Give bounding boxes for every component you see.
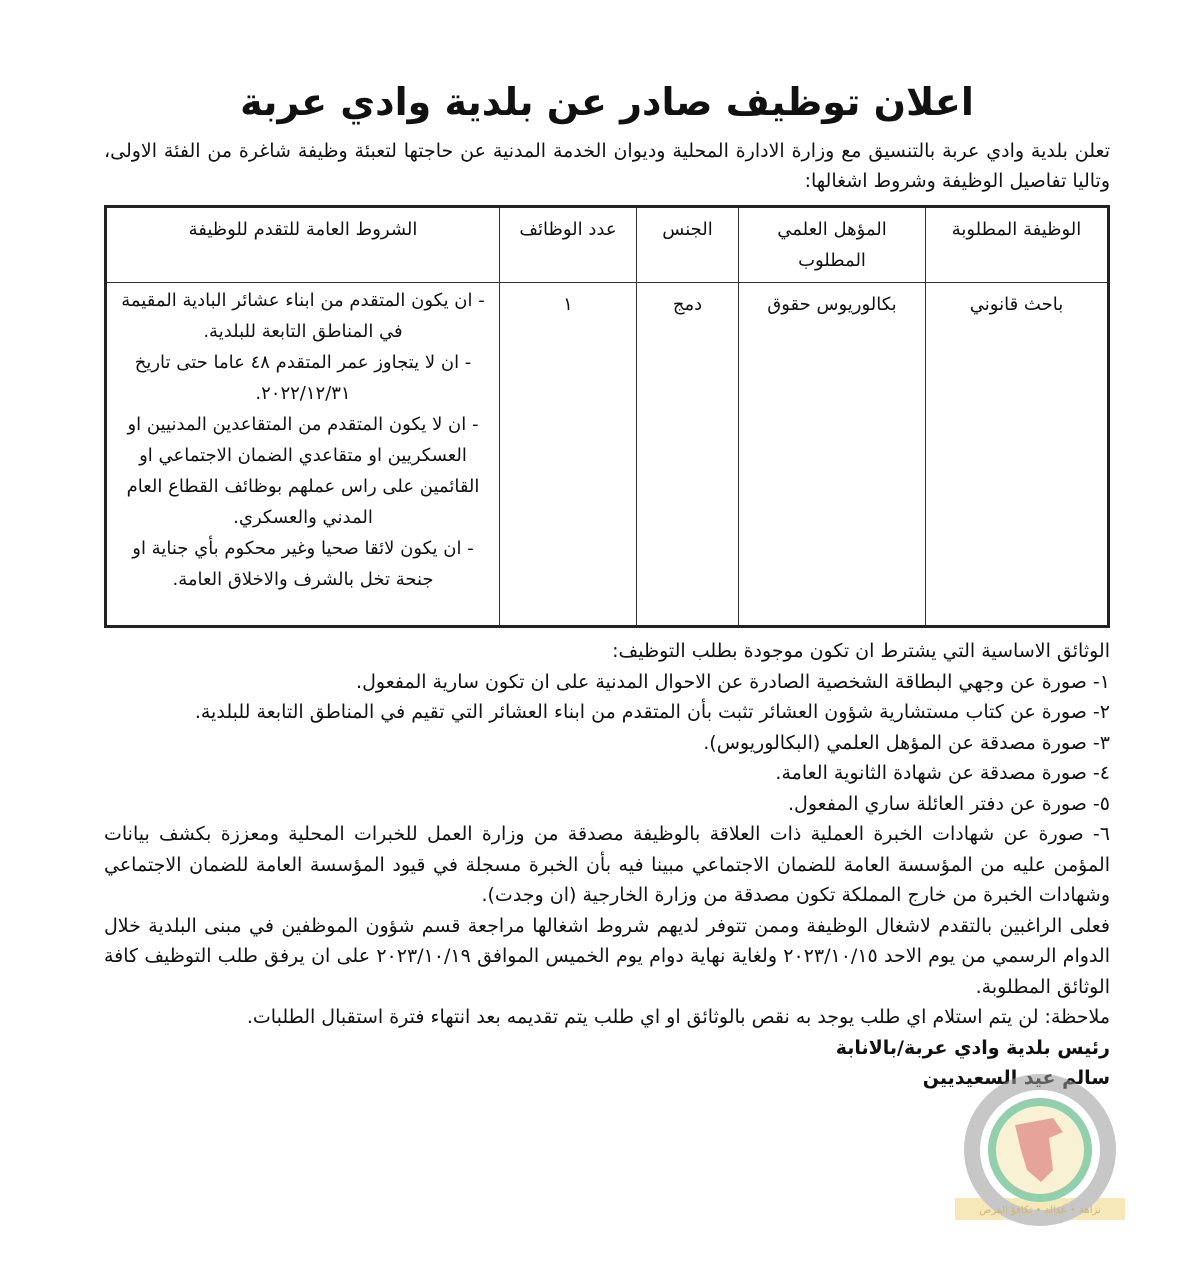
- condition-item: - ان لا يكون المتقدم من المتقاعدين المدنيين او العسكريين او متقاعدي الضمان الاجتماعي او القائمين على راس عملهم بوظائف القطاع العام المدني والعسكري.: [126, 414, 480, 528]
- signature-title: رئيس بلدية وادي عربة/بالانابة: [835, 1036, 1110, 1059]
- instructions-paragraph: فعلى الراغبين بالتقدم لاشغال الوظيفة وممن تتوفر لديهم شروط اشغالها مراجعة قسم شؤون الموظفين في مبنى البلدية خلال الدوام الرسمي من يوم الاحد ٢٠٢٣/١٠/١٥ ولغاية نهاية دوام يوم الخميس الموافق ٢٠٢٣/١٠/١٩ على ان يرفق طلب التوظيف كافة الوثائق المطلوبة.: [104, 914, 1110, 998]
- header-qualification: المؤهل العلمي المطلوب: [739, 207, 926, 283]
- cell-qualification: بكالوريوس حقوق: [739, 283, 926, 627]
- documents-heading: الوثائق الاساسية التي يشترط ان تكون موجودة بطلب التوظيف:: [612, 640, 1110, 662]
- header-gender: الجنس: [637, 207, 739, 283]
- header-job: الوظيفة المطلوبة: [926, 207, 1109, 283]
- table-header-row: [106, 207, 1109, 283]
- job-table: [104, 205, 1110, 628]
- table-row: [106, 283, 1109, 627]
- cell-count: ١: [500, 283, 637, 627]
- document-item: ٢- صورة عن كتاب مستشارية شؤون العشائر تثبت بأن المتقدم من ابناء العشائر التي تقيم في المناطق التابعة للبلدية.: [194, 701, 1110, 723]
- documents-section: [104, 636, 1110, 1094]
- page-title: اعلان توظيف صادر عن بلدية وادي عربة: [240, 80, 974, 124]
- condition-item: - ان لا يتجاوز عمر المتقدم ٤٨ عاما حتى تاريخ ٢٠٢٢/١٢/٣١.: [134, 352, 472, 404]
- condition-item: - ان يكون لائقا صحيا وغير محكوم بأي جناية او جنحة تخل بالشرف والاخلاق العامة.: [132, 538, 474, 590]
- note-paragraph: ملاحظة: لن يتم استلام اي طلب يوجد به نقص بالوثائق او اي طلب يتم تقديمه بعد انتهاء فترة استقبال الطلبات.: [246, 1006, 1110, 1028]
- svg-text:نزاهة • عدالة • تكافؤ الفرص: نزاهة • عدالة • تكافؤ الفرص: [979, 1205, 1101, 1216]
- cell-conditions: [106, 283, 500, 627]
- document-item: ١- صورة عن وجهي البطاقة الشخصية الصادرة عن الاحوال المدنية على ان تكون سارية المفعول.: [356, 670, 1110, 693]
- header-count: عدد الوظائف: [500, 207, 637, 283]
- document-item: ٣- صورة مصدقة عن المؤهل العلمي (البكالوريوس).: [703, 731, 1110, 754]
- civil-service-bureau-seal: [945, 1070, 1135, 1250]
- document-item: ٥- صورة عن دفتر العائلة ساري المفعول.: [788, 792, 1110, 815]
- cell-job: باحث قانوني: [926, 283, 1109, 627]
- document-item: ٤- صورة مصدقة عن شهادة الثانوية العامة.: [775, 762, 1110, 784]
- header-conditions: الشروط العامة للتقدم للوظيفة: [106, 207, 500, 283]
- cell-gender: دمج: [637, 283, 739, 627]
- condition-item: - ان يكون المتقدم من ابناء عشائر البادية المقيمة في المناطق التابعة للبلدية.: [121, 290, 485, 342]
- signature-name: سالم عيد السعيديين: [922, 1067, 1110, 1089]
- document-item: ٦- صورة عن شهادات الخبرة العملية ذات العلاقة بالوظيفة مصدقة من وزارة العمل للخبرات المحلية ومعززة بكشف بيانات المؤمن عليه من المؤسسة العامة للضمان الاجتماعي مبينا فيه بأن الخبرة مسجلة في قيود المؤسسة العامة للضمان الاجتماعي وشهادات الخبرة من خارج المملكة تكون مصدقة من وزارة الخارجية (ان وجدت).: [104, 823, 1110, 906]
- intro-paragraph: تعلن بلدية وادي عربة بالتنسيق مع وزارة الادارة المحلية وديوان الخدمة المدنية عن حاجتها لتعبئة وظيفة شاغرة من الفئة الاولى، وتاليا تفاصيل الوظيفة وشروط اشغالها:: [104, 140, 1110, 192]
